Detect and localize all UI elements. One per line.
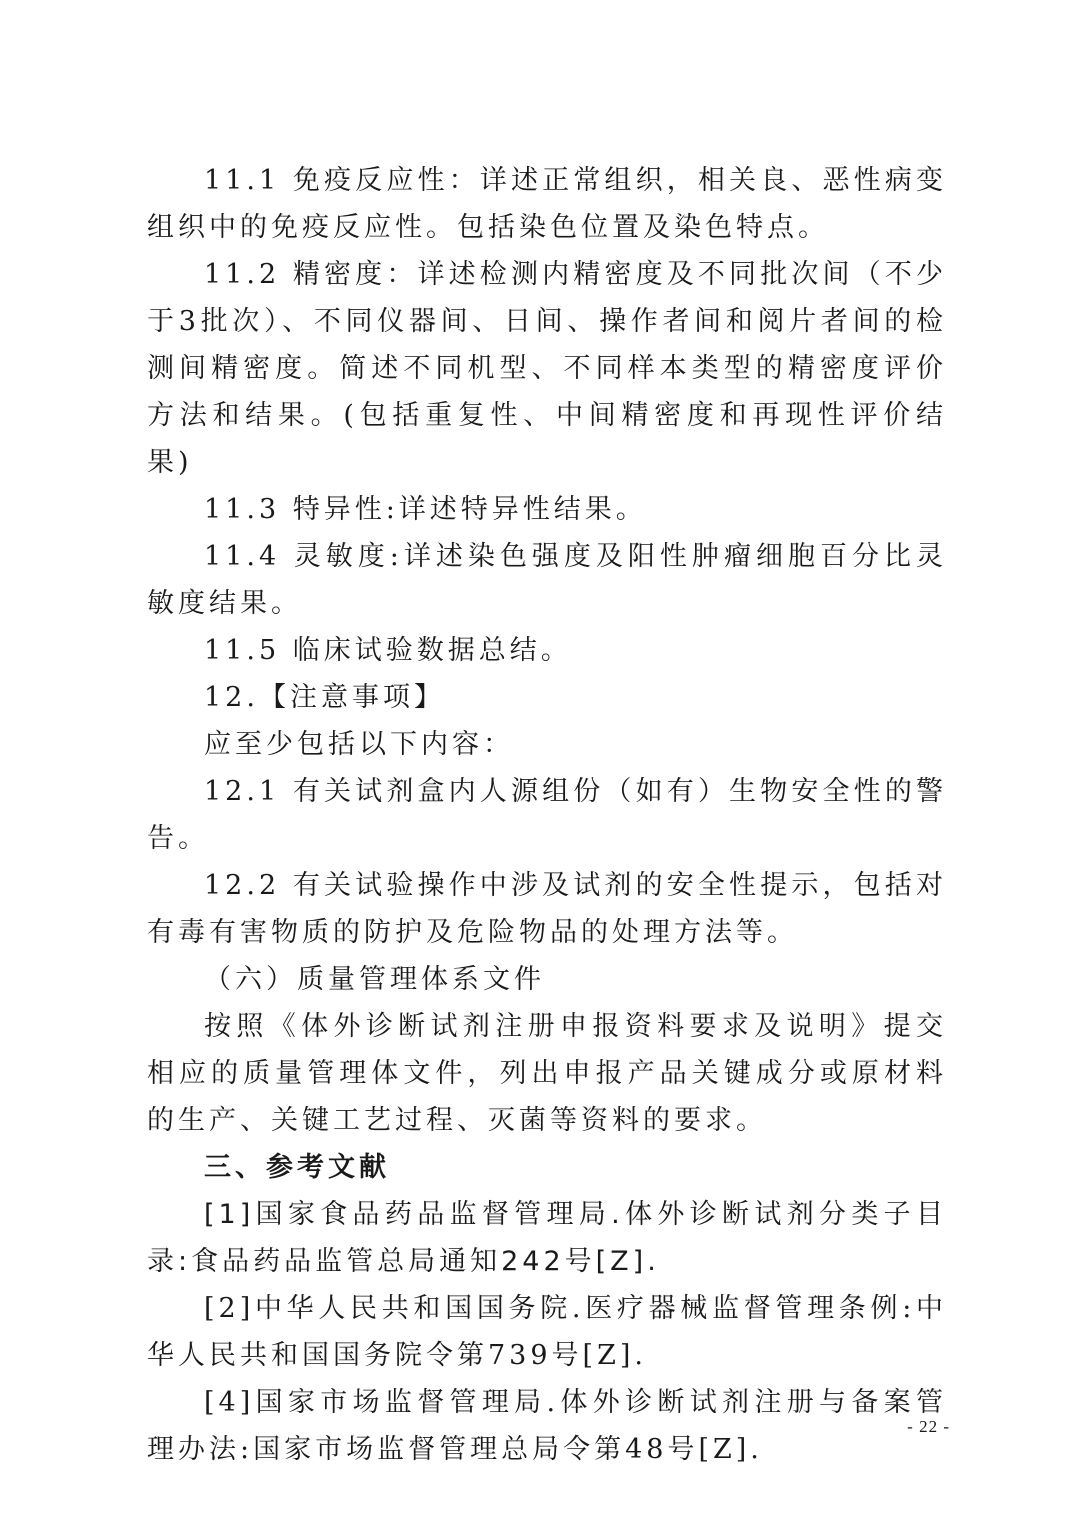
paragraph-clinical-summary: 11.5 临床试验数据总结。 [204,635,572,666]
reference-item-4: [4]国家市场监督管理局.体外诊断试剂注册与备案管理办法:国家市场监督管理总局令第48号[Z]. [147,1387,947,1465]
paragraph-sensitivity: 11.4 灵敏度:详述染色强度及阳性肿瘤细胞百分比灵敏度结果。 [147,541,947,619]
paragraph-precautions-intro: 应至少包括以下内容： [204,729,514,760]
paragraph-immunoreactivity: 11.1 免疫反应性：详述正常组织，相关良、恶性病变组织中的免疫反应性。包括染色位置及染色特点。 [147,165,947,243]
section-heading-references: 三、参考文献 [204,1152,390,1183]
paragraph-safety-tips: 12.2 有关试验操作中涉及试剂的安全性提示，包括对有毒有害物质的防护及危险物品的处理方法等。 [147,870,947,948]
paragraph-precision: 11.2 精密度：详述检测内精密度及不同批次间（不少于3批次）、不同仪器间、日间、操作者间和阅片者间的检测间精密度。简述不同机型、不同样本类型的精密度评价方法和结果。(包括重复性、中间精密度和再现性评价结果) [147,259,947,478]
paragraph-precautions-heading: 12.【注意事项】 [204,682,445,713]
paragraph-qms-documents: 按照《体外诊断试剂注册申报资料要求及说明》提交相应的质量管理体文件，列出申报产品关键成分或原材料的生产、关键工艺过程、灭菌等资料的要求。 [147,1011,947,1136]
paragraph-specificity: 11.3 特异性:详述特异性结果。 [204,494,647,525]
document-body [147,157,947,1473]
reference-item-1: [1]国家食品药品监督管理局.体外诊断试剂分类子目录:食品药品监管总局通知242号[Z]. [147,1199,947,1277]
page-number: - 22 - [907,1417,950,1436]
paragraph-qms-heading: （六）质量管理体系文件 [204,964,545,995]
paragraph-biosafety-warning: 12.1 有关试剂盒内人源组份（如有）生物安全性的警告。 [147,776,947,854]
reference-item-2: [2]中华人民共和国国务院.医疗器械监督管理条例:中华人民共和国国务院令第739号[Z]. [147,1293,947,1371]
